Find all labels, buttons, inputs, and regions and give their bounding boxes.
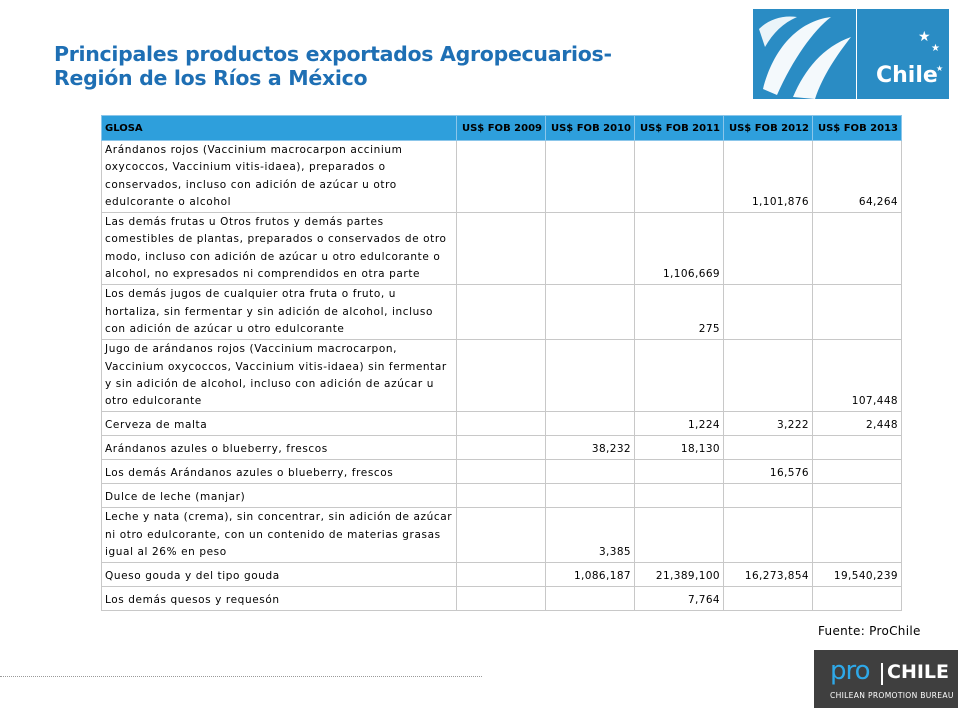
header-fob-2011: US$ FOB 2011 — [635, 116, 724, 141]
cell-fob-2012 — [724, 285, 813, 340]
exports-table-container — [101, 115, 901, 611]
cell-fob-2010 — [546, 587, 635, 611]
table-row — [102, 285, 902, 340]
cell-fob-2013: 64,264 — [813, 141, 902, 213]
cell-fob-2012 — [724, 484, 813, 508]
cell-glosa: Cerveza de malta — [102, 412, 457, 436]
cell-fob-2010 — [546, 460, 635, 484]
cell-glosa: Los demás Arándanos azules o blueberry, frescos — [102, 460, 457, 484]
header-glosa: GLOSA — [102, 116, 457, 141]
prochile-logo-tagline: CHILEAN PROMOTION BUREAU — [830, 691, 954, 700]
table-row — [102, 484, 902, 508]
cell-fob-2012 — [724, 213, 813, 285]
cell-fob-2013 — [813, 213, 902, 285]
cell-fob-2013 — [813, 460, 902, 484]
cell-fob-2011: 21,389,100 — [635, 563, 724, 587]
header-fob-2009: US$ FOB 2009 — [457, 116, 546, 141]
cell-glosa: Dulce de leche (manjar) — [102, 484, 457, 508]
cell-glosa: Arándanos azules o blueberry, frescos — [102, 436, 457, 460]
cell-fob-2011: 7,764 — [635, 587, 724, 611]
svg-text:★: ★ — [936, 64, 944, 73]
table-row — [102, 460, 902, 484]
table-row — [102, 436, 902, 460]
cell-fob-2012 — [724, 436, 813, 460]
cell-fob-2013 — [813, 484, 902, 508]
cell-fob-2012 — [724, 587, 813, 611]
prochile-logo — [814, 650, 958, 708]
cell-fob-2013: 19,540,239 — [813, 563, 902, 587]
footer-divider — [0, 676, 482, 677]
cell-fob-2012: 16,576 — [724, 460, 813, 484]
prochile-logo-divider — [881, 663, 883, 685]
cell-fob-2009 — [457, 285, 546, 340]
cell-glosa: Las demás frutas u Otros frutos y demás partes comestibles de plantas, preparados o conservados de otro modo, incluso con adición de azúcar u otro edulcorante o alcohol, no expresados ni comprendidos en otra parte — [102, 213, 457, 285]
chile-logo — [753, 9, 949, 99]
cell-fob-2010 — [546, 412, 635, 436]
cell-fob-2010 — [546, 213, 635, 285]
cell-fob-2009 — [457, 412, 546, 436]
cell-fob-2010: 1,086,187 — [546, 563, 635, 587]
table-row — [102, 587, 902, 611]
header-fob-2013: US$ FOB 2013 — [813, 116, 902, 141]
title-line-1: Principales productos exportados Agropecuarios- — [54, 42, 612, 66]
svg-text:★: ★ — [918, 29, 931, 45]
header-fob-2010: US$ FOB 2010 — [546, 116, 635, 141]
cell-fob-2009 — [457, 340, 546, 412]
cell-glosa: Leche y nata (crema), sin concentrar, sin adición de azúcar ni otro edulcorante, con un contenido de materias grasas igual al 26% en peso — [102, 508, 457, 563]
cell-fob-2010: 38,232 — [546, 436, 635, 460]
table-row — [102, 563, 902, 587]
cell-glosa: Arándanos rojos (Vaccinium macrocarpon accinium oxycoccos, Vaccinium vitis-idaea), preparados o conservados, incluso con adición de azúcar u otro edulcorante o alcohol — [102, 141, 457, 213]
cell-glosa: Los demás quesos y requesón — [102, 587, 457, 611]
cell-fob-2011: 18,130 — [635, 436, 724, 460]
cell-fob-2009 — [457, 563, 546, 587]
prochile-logo-chile: CHILE — [887, 661, 950, 683]
cell-fob-2013: 107,448 — [813, 340, 902, 412]
title-line-2: Región de los Ríos a México — [54, 66, 368, 90]
cell-fob-2012 — [724, 340, 813, 412]
table-row — [102, 141, 902, 213]
cell-fob-2009 — [457, 436, 546, 460]
cell-fob-2010 — [546, 141, 635, 213]
header-fob-2012: US$ FOB 2012 — [724, 116, 813, 141]
chile-logo-text: Chile — [876, 63, 938, 88]
cell-fob-2010: 3,385 — [546, 508, 635, 563]
cell-fob-2013 — [813, 436, 902, 460]
cell-fob-2011: 275 — [635, 285, 724, 340]
cell-fob-2012: 1,101,876 — [724, 141, 813, 213]
svg-text:★: ★ — [931, 43, 940, 54]
cell-fob-2011 — [635, 508, 724, 563]
cell-fob-2011 — [635, 141, 724, 213]
table-row — [102, 508, 902, 563]
cell-fob-2009 — [457, 141, 546, 213]
cell-fob-2012: 16,273,854 — [724, 563, 813, 587]
cell-fob-2009 — [457, 213, 546, 285]
cell-fob-2011 — [635, 340, 724, 412]
cell-fob-2012 — [724, 508, 813, 563]
table-row — [102, 213, 902, 285]
cell-fob-2009 — [457, 508, 546, 563]
prochile-logo-pro: pro — [830, 656, 870, 686]
cell-fob-2009 — [457, 460, 546, 484]
table-row — [102, 340, 902, 412]
exports-table — [101, 115, 902, 611]
table-row — [102, 412, 902, 436]
cell-glosa: Los demás jugos de cualquier otra fruta o fruto, u hortaliza, sin fermentar y sin adición de alcohol, incluso con adición de azúcar u otro edulcorante — [102, 285, 457, 340]
page-title — [54, 42, 654, 90]
cell-fob-2010 — [546, 484, 635, 508]
cell-glosa: Queso gouda y del tipo gouda — [102, 563, 457, 587]
cell-fob-2013 — [813, 285, 902, 340]
cell-fob-2011: 1,224 — [635, 412, 724, 436]
cell-fob-2009 — [457, 484, 546, 508]
cell-fob-2012: 3,222 — [724, 412, 813, 436]
cell-fob-2013: 2,448 — [813, 412, 902, 436]
table-header-row — [102, 116, 902, 141]
cell-fob-2010 — [546, 340, 635, 412]
source-note: Fuente: ProChile — [818, 624, 921, 638]
cell-glosa: Jugo de arándanos rojos (Vaccinium macrocarpon, Vaccinium oxycoccos, Vaccinium vitis-idaea) sin fermentar y sin adición de alcohol, incluso con adición de azúcar u otro edulcorante — [102, 340, 457, 412]
cell-fob-2013 — [813, 508, 902, 563]
cell-fob-2011: 1,106,669 — [635, 213, 724, 285]
cell-fob-2013 — [813, 587, 902, 611]
cell-fob-2011 — [635, 460, 724, 484]
cell-fob-2010 — [546, 285, 635, 340]
cell-fob-2009 — [457, 587, 546, 611]
cell-fob-2011 — [635, 484, 724, 508]
